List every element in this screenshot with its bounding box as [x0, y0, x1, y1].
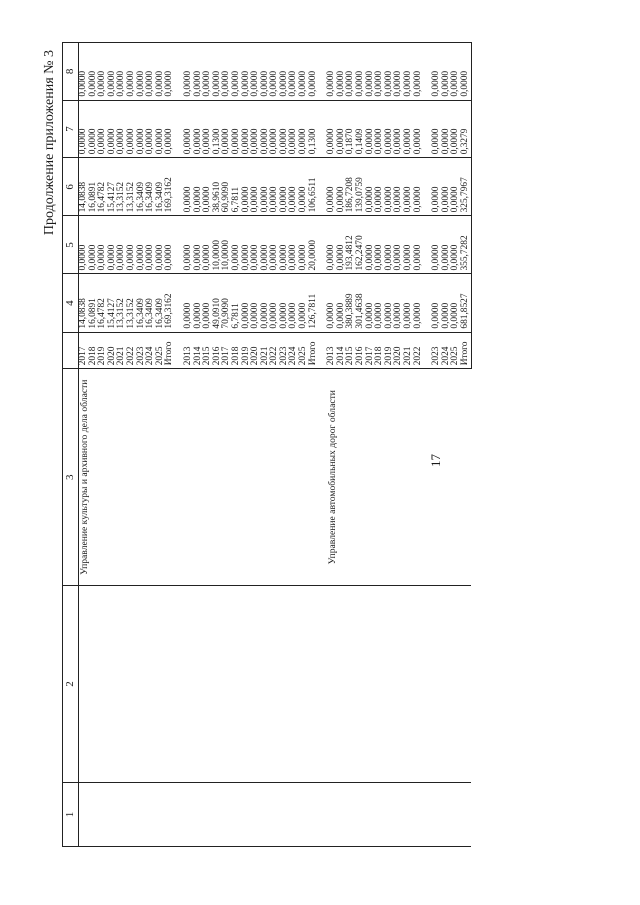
value-col5: 0,0000 [108, 216, 118, 274]
year-cell: 2025 [451, 332, 461, 369]
value-col4: 6,7811 [232, 274, 242, 332]
page-number: 17 [428, 454, 443, 467]
value-col4: 126,7811 [309, 274, 319, 332]
value-col8: 0,0000 [327, 43, 337, 101]
value-col8: 0,0000 [414, 43, 424, 101]
year-cell: 2014 [337, 332, 347, 369]
value-col4: 16,3409 [156, 274, 166, 332]
col2-cell [327, 586, 471, 783]
value-col8: 0,0000 [251, 43, 261, 101]
value-col8: 0,0000 [98, 43, 108, 101]
value-col5: 0,0000 [98, 216, 108, 274]
value-col6: 16,3409 [156, 158, 166, 216]
value-col8: 0,0000 [366, 43, 376, 101]
value-col5: 0,0000 [299, 216, 309, 274]
value-col8: 0,0000 [442, 43, 452, 101]
value-col8: 0,0000 [451, 43, 461, 101]
value-col5: 0,0000 [232, 216, 242, 274]
spacer-cell [318, 586, 327, 783]
value-col5: 0,0000 [385, 216, 395, 274]
value-col4: 0,0000 [184, 274, 194, 332]
col2-cell [79, 586, 319, 783]
value-col4: 0,0000 [404, 274, 414, 332]
value-col4: 0,0000 [337, 274, 347, 332]
year-cell: Итого [165, 332, 175, 369]
value-col7: 0,0000 [222, 100, 232, 158]
value-col5: 0,0000 [327, 216, 337, 274]
value-col8: 0,0000 [299, 43, 309, 101]
value-col7: 0,0000 [385, 100, 395, 158]
value-col8: 0,0000 [242, 43, 252, 101]
value-col8: 0,0000 [337, 43, 347, 101]
value-col6: 0,0000 [299, 158, 309, 216]
year-cell: 2015 [346, 332, 356, 369]
year-cell: 2020 [251, 332, 261, 369]
value-col6: 0,0000 [414, 158, 424, 216]
value-col8: 0,0000 [309, 43, 319, 101]
value-col8: 0,0000 [289, 43, 299, 101]
spacer-cell [318, 369, 327, 586]
value-col5: 0,0000 [289, 216, 299, 274]
value-col4: 380,3889 [346, 274, 356, 332]
value-col6: 0,0000 [203, 158, 213, 216]
value-col7: 0,0000 [442, 100, 452, 158]
year-cell: 2017 [366, 332, 376, 369]
value-col5: 20,0000 [309, 216, 319, 274]
value-col6: 0,0000 [394, 158, 404, 216]
value-col5: 0,0000 [451, 216, 461, 274]
value-col5: 0,0000 [194, 216, 204, 274]
value-col5: 0,0000 [375, 216, 385, 274]
value-col4: 0,0000 [394, 274, 404, 332]
value-col8: 0,0000 [394, 43, 404, 101]
value-col8: 0,0000 [165, 43, 175, 101]
value-col8: 0,0000 [222, 43, 232, 101]
value-col8: 0,0000 [280, 43, 290, 101]
year-cell: 2020 [394, 332, 404, 369]
value-col5: 0,0000 [242, 216, 252, 274]
value-col7: 0,0000 [280, 100, 290, 158]
value-col8: 0,0000 [117, 43, 127, 101]
year-cell: 2018 [232, 332, 242, 369]
value-col6: 0,0000 [242, 158, 252, 216]
value-col7: 0,0000 [432, 100, 442, 158]
year-cell: 2024 [442, 332, 452, 369]
value-col4: 70,9090 [222, 274, 232, 332]
value-col5: 0,0000 [442, 216, 452, 274]
value-col7: 0,0000 [98, 100, 108, 158]
value-col7: 0,0000 [137, 100, 147, 158]
value-col6: 0,0000 [366, 158, 376, 216]
year-cell: 2021 [404, 332, 414, 369]
value-col7: 0,0000 [337, 100, 347, 158]
value-col7: 0,0000 [79, 100, 89, 158]
value-col5: 0,0000 [184, 216, 194, 274]
value-col4: 0,0000 [414, 274, 424, 332]
value-col6: 13,3152 [127, 158, 137, 216]
value-col8: 0,0000 [203, 43, 213, 101]
value-col4: 0,0000 [327, 274, 337, 332]
value-col6: 186,7208 [346, 158, 356, 216]
value-col7: 0,0000 [270, 100, 280, 158]
col-header-6: 6 [63, 158, 79, 216]
col1-cell [79, 782, 319, 846]
year-cell: 2025 [156, 332, 166, 369]
value-col7: 0,0000 [127, 100, 137, 158]
value-col5: 10,0000 [213, 216, 223, 274]
value-col6: 0,0000 [337, 158, 347, 216]
value-col8: 0,0000 [261, 43, 271, 101]
value-col6: 0,0000 [289, 158, 299, 216]
value-col8: 0,0000 [184, 43, 194, 101]
value-col5: 0,0000 [280, 216, 290, 274]
value-col8: 0,0000 [385, 43, 395, 101]
year-cell: 2014 [194, 332, 204, 369]
col-header-3: 3 [63, 369, 79, 586]
value-col6: 16,0891 [89, 158, 99, 216]
value-col4: 0,0000 [385, 274, 395, 332]
year-cell: 2019 [98, 332, 108, 369]
value-col5: 0,0000 [261, 216, 271, 274]
value-col4: 0,0000 [289, 274, 299, 332]
value-col5: 0,0000 [79, 216, 89, 274]
year-cell: 2018 [89, 332, 99, 369]
value-col7: 0,0000 [242, 100, 252, 158]
value-col4: 16,3409 [146, 274, 156, 332]
year-cell: 2022 [127, 332, 137, 369]
value-col7: 0,0000 [203, 100, 213, 158]
value-col5: 0,0000 [414, 216, 424, 274]
table-row [79, 43, 89, 847]
year-cell: Итого [461, 332, 471, 369]
value-col6: 0,0000 [404, 158, 414, 216]
value-col4: 681,8527 [461, 274, 471, 332]
value-col4: 0,0000 [194, 274, 204, 332]
header-row [63, 43, 79, 847]
value-col6: 0,0000 [327, 158, 337, 216]
value-col8: 0,0000 [137, 43, 147, 101]
value-col8: 0,0000 [432, 43, 442, 101]
value-col7: 0,0000 [146, 100, 156, 158]
value-col6: 0,0000 [261, 158, 271, 216]
value-col7: 0,1870 [346, 100, 356, 158]
value-col7: 0,0000 [414, 100, 424, 158]
value-col4: 14,0838 [79, 274, 89, 332]
value-col7: 0,0000 [451, 100, 461, 158]
year-cell: 2023 [280, 332, 290, 369]
value-col5: 0,0000 [127, 216, 137, 274]
value-col6: 0,0000 [184, 158, 194, 216]
value-col4: 0,0000 [366, 274, 376, 332]
col-header-4: 4 [63, 274, 79, 332]
year-cell: 2013 [184, 332, 194, 369]
value-col6: 38,9610 [213, 158, 223, 216]
value-col8: 0,0000 [108, 43, 118, 101]
value-col4: 16,4782 [98, 274, 108, 332]
spacer-cell [318, 782, 327, 846]
value-col6: 0,0000 [385, 158, 395, 216]
value-col5: 0,0000 [156, 216, 166, 274]
value-col4: 49,0910 [213, 274, 223, 332]
value-col5: 0,0000 [404, 216, 414, 274]
col-header-year [63, 332, 79, 369]
value-col6: 169,3162 [165, 158, 175, 216]
value-col4: 0,0000 [280, 274, 290, 332]
value-col8: 0,0000 [232, 43, 242, 101]
value-col5: 10,0000 [222, 216, 232, 274]
value-col7: 0,0000 [366, 100, 376, 158]
value-col6: 0,0000 [194, 158, 204, 216]
value-col7: 0,0000 [299, 100, 309, 158]
value-col5: 0,0000 [270, 216, 280, 274]
year-cell: 2021 [261, 332, 271, 369]
value-col4: 13,3152 [127, 274, 137, 332]
value-col5: 0,0000 [251, 216, 261, 274]
value-col5: 193,4812 [346, 216, 356, 274]
year-cell: 2023 [137, 332, 147, 369]
value-col8: 0,0000 [156, 43, 166, 101]
value-col6: 0,0000 [432, 158, 442, 216]
value-col6: 325,7967 [461, 158, 471, 216]
value-col8: 0,0000 [356, 43, 366, 101]
value-col4: 13,3152 [117, 274, 127, 332]
section-gap-row [318, 43, 327, 847]
value-col7: 0,0000 [404, 100, 414, 158]
year-cell: 2021 [117, 332, 127, 369]
year-cell: 2024 [146, 332, 156, 369]
year-cell: 2024 [289, 332, 299, 369]
year-cell: 2025 [299, 332, 309, 369]
value-col7: 0,1300 [309, 100, 319, 158]
value-col8: 0,0000 [270, 43, 280, 101]
table-header [63, 43, 79, 847]
value-col4: 0,0000 [299, 274, 309, 332]
value-col6: 0,0000 [270, 158, 280, 216]
year-cell: 2017 [79, 332, 89, 369]
value-col7: 0,0000 [327, 100, 337, 158]
value-col4: 0,0000 [442, 274, 452, 332]
value-col7: 0,0000 [251, 100, 261, 158]
value-col7: 0,0000 [108, 100, 118, 158]
value-col5: 0,0000 [89, 216, 99, 274]
value-col5: 162,2470 [356, 216, 366, 274]
value-col8: 0,0000 [89, 43, 99, 101]
value-col6: 6,7811 [232, 158, 242, 216]
value-col5: 0,0000 [432, 216, 442, 274]
value-col5: 355,7282 [461, 216, 471, 274]
value-col7: 0,1409 [356, 100, 366, 158]
value-col7: 0,0000 [117, 100, 127, 158]
value-col6: 0,0000 [442, 158, 452, 216]
organization-name: Управление автомобильных дорог области [327, 369, 471, 586]
value-col5: 0,0000 [146, 216, 156, 274]
value-col5: 0,0000 [117, 216, 127, 274]
value-col5: 0,0000 [337, 216, 347, 274]
value-col4: 0,0000 [451, 274, 461, 332]
value-col7: 0,0000 [289, 100, 299, 158]
col-header-8: 8 [63, 43, 79, 101]
value-col7: 0,0000 [394, 100, 404, 158]
year-cell: 2019 [385, 332, 395, 369]
value-col6: 13,3152 [117, 158, 127, 216]
value-col4: 0,0000 [375, 274, 385, 332]
value-col8: 0,0000 [146, 43, 156, 101]
year-cell: 2018 [375, 332, 385, 369]
value-col8: 0,0000 [194, 43, 204, 101]
value-col5: 0,0000 [394, 216, 404, 274]
value-col7: 0,0000 [156, 100, 166, 158]
value-col6: 0,0000 [375, 158, 385, 216]
year-cell: 2017 [222, 332, 232, 369]
value-col8: 0,0000 [213, 43, 223, 101]
value-col7: 0,0000 [165, 100, 175, 158]
value-col8: 0,0000 [127, 43, 137, 101]
value-col4: 0,0000 [270, 274, 280, 332]
value-col7: 0,0000 [194, 100, 204, 158]
page-title: Продолжение приложения № 3 [42, 50, 57, 236]
value-col4: 16,0891 [89, 274, 99, 332]
year-cell: 2015 [203, 332, 213, 369]
table-body [79, 43, 472, 847]
value-col6: 16,3409 [146, 158, 156, 216]
value-col8: 0,0000 [404, 43, 414, 101]
value-col7: 0,0000 [375, 100, 385, 158]
value-col6: 16,3409 [137, 158, 147, 216]
value-col5: 0,0000 [366, 216, 376, 274]
year-cell: 2016 [356, 332, 366, 369]
col-header-1: 1 [63, 782, 79, 846]
value-col4: 15,4127 [108, 274, 118, 332]
value-col8: 0,0000 [79, 43, 89, 101]
value-col7: 0,0000 [89, 100, 99, 158]
table-row [327, 43, 337, 847]
value-col6: 15,4127 [108, 158, 118, 216]
value-col5: 0,0000 [137, 216, 147, 274]
value-col5: 0,0000 [165, 216, 175, 274]
value-col4: 0,0000 [242, 274, 252, 332]
value-col4: 0,0000 [261, 274, 271, 332]
year-cell: 2020 [108, 332, 118, 369]
value-col7: 0,1300 [213, 100, 223, 158]
value-col6: 0,0000 [451, 158, 461, 216]
value-col6: 60,9090 [222, 158, 232, 216]
value-col6: 0,0000 [251, 158, 261, 216]
year-cell: 2022 [270, 332, 280, 369]
value-col5: 0,0000 [203, 216, 213, 274]
col-header-2: 2 [63, 586, 79, 783]
value-col4: 169,3162 [165, 274, 175, 332]
value-col4: 0,0000 [203, 274, 213, 332]
value-col4: 16,3409 [137, 274, 147, 332]
year-cell: 2019 [242, 332, 252, 369]
col-header-7: 7 [63, 100, 79, 158]
col1-cell [327, 782, 471, 846]
value-col4: 0,0000 [432, 274, 442, 332]
value-col7: 0,0000 [232, 100, 242, 158]
year-cell: 2016 [213, 332, 223, 369]
value-col4: 0,0000 [251, 274, 261, 332]
value-col4: 301,4638 [356, 274, 366, 332]
organization-name: Управление культуры и архивного дела области [79, 369, 319, 586]
value-col6: 14,0838 [79, 158, 89, 216]
year-cell: Итого [309, 332, 319, 369]
value-col6: 16,4782 [98, 158, 108, 216]
year-cell: 2023 [432, 332, 442, 369]
value-col6: 106,6511 [309, 158, 319, 216]
year-cell: 2013 [327, 332, 337, 369]
value-col7: 0,0000 [184, 100, 194, 158]
value-col7: 0,0000 [261, 100, 271, 158]
value-col8: 0,0000 [461, 43, 471, 101]
value-col7: 0,3279 [461, 100, 471, 158]
col-header-5: 5 [63, 216, 79, 274]
value-col6: 139,0759 [356, 158, 366, 216]
value-col6: 0,0000 [280, 158, 290, 216]
value-col8: 0,0000 [346, 43, 356, 101]
year-cell: 2022 [414, 332, 424, 369]
budget-table [62, 42, 472, 847]
value-col8: 0,0000 [375, 43, 385, 101]
